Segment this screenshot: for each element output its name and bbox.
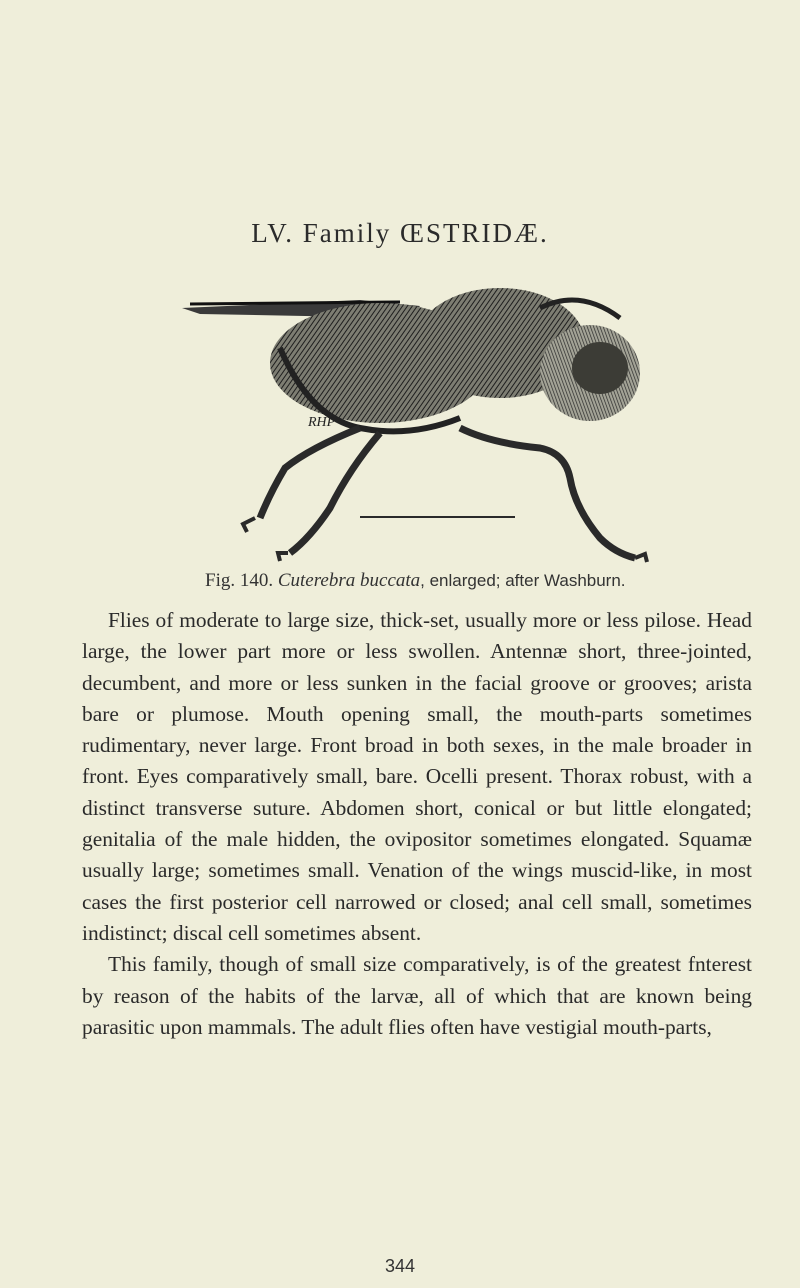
fly-illustration <box>160 268 660 568</box>
family-heading: LV. Family ŒSTRIDÆ. <box>251 218 549 248</box>
paragraph: This family, though of small size comparatively, is of the greatest fnterest by reason of the habits of the larvæ, all of which that are known being parasitic upon mammals. The adult flies often have vestigial mouth-parts, <box>82 952 752 1039</box>
leg-shape <box>460 428 635 558</box>
body-text <box>82 605 752 1043</box>
species-name: Cuterebra buccata <box>277 570 421 591</box>
leg-shape <box>290 433 380 553</box>
artist-signature: RHP <box>308 415 336 430</box>
figure-number: Fig. 140. <box>205 570 274 591</box>
caption-rest: , enlarged; after Washburn. <box>420 571 626 590</box>
paragraph: Flies of moderate to large size, thick-set, usually more or less pilose. Head large, the lower part more or less swollen. Antennæ short, three-jointed, decumbent, and more or less sunken in the facial groove or grooves; arista bare or plumose. Mouth opening small, the mouth-parts sometimes rudimentary, never large. Front broad in both sexes, in the male broader in front. Eyes comparatively small, bare. Ocelli present. Thorax robust, with a distinct transverse suture. Abdomen short, conical or but little elongated; genitalia of the male hidden, the ovipositor sometimes elongated. Squamæ usually large; sometimes small. Venation of the wings muscid-like, in most cases the first posterior cell narrowed or closed; anal cell small, sometimes indistinct; discal cell sometimes absent. <box>82 608 752 945</box>
fly-drawing <box>160 268 660 568</box>
page-number: 344 <box>384 1256 416 1276</box>
leg-shape <box>260 428 360 518</box>
figure-caption <box>205 570 626 592</box>
